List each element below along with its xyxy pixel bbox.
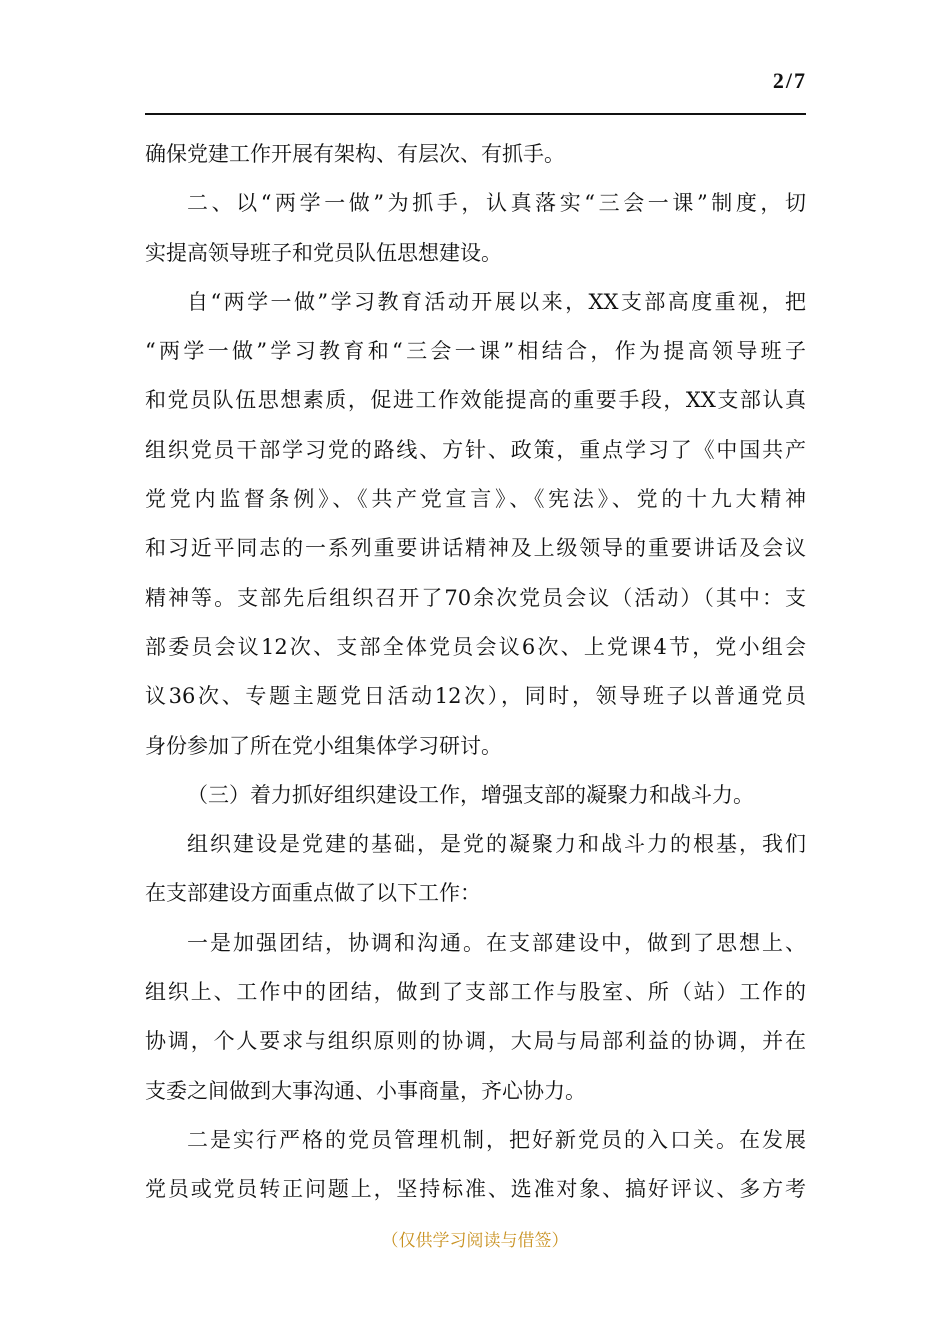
text-line: 和党员队伍思想素质，促进工作效能提高的重要手段，XX支部认真 xyxy=(145,388,806,413)
text-line: 自“两学一做”学习教育活动开展以来，XX支部高度重视，把 xyxy=(187,289,806,314)
text-line: 组织上、工作中的团结，做到了支部工作与股室、所（站）工作的 xyxy=(145,980,806,1005)
text-line: 议36次、专题主题党日活动12次），同时，领导班子以普通党员 xyxy=(145,684,806,709)
text-line: 精神等。支部先后组织召开了70余次党员会议（活动）（其中：支 xyxy=(145,585,806,610)
document-body xyxy=(145,130,806,1215)
text-line: “两学一做”学习教育和“三会一课”相结合，作为提高领导班子 xyxy=(145,339,806,364)
text-line: 和习近平同志的一系列重要讲话精神及上级领导的重要讲话及会议 xyxy=(145,536,806,561)
text-line: 部委员会议12次、支部全体党员会议6次、上党课4节，党小组会 xyxy=(145,634,806,659)
footer-note: （仅供学习阅读与借签） xyxy=(381,1231,569,1251)
text-line: 一是加强团结，协调和沟通。在支部建设中，做到了思想上、 xyxy=(187,930,806,955)
header-divider xyxy=(145,113,806,115)
text-line: 支委之间做到大事沟通、小事商量，齐心协力。 xyxy=(145,1078,586,1103)
text-line: 确保党建工作开展有架构、有层次、有抓手。 xyxy=(145,142,565,166)
text-line: 在支部建设方面重点做了以下工作： xyxy=(145,881,481,906)
text-line: 党党内监督条例》、《共产党宣言》、《宪法》、党的十九大精神 xyxy=(145,487,806,512)
page-number: 2/7 xyxy=(772,68,807,93)
text-line: 协调，个人要求与组织原则的协调，大局与局部利益的协调，并在 xyxy=(145,1029,806,1054)
text-line: 党员或党员转正问题上，坚持标准、选准对象、搞好评议、多方考 xyxy=(145,1177,806,1202)
text-line: （三）着力抓好组织建设工作，增强支部的凝聚力和战斗力。 xyxy=(187,782,754,807)
text-line: 身份参加了所在党小组集体学习研讨。 xyxy=(145,733,502,758)
text-line: 组织建设是党建的基础，是党的凝聚力和战斗力的根基，我们 xyxy=(187,832,806,857)
text-line: 实提高领导班子和党员队伍思想建设。 xyxy=(145,240,502,265)
text-line: 组织党员干部学习党的路线、方针、政策，重点学习了《中国共产 xyxy=(145,437,806,462)
text-line: 二、以“两学一做”为抓手，认真落实“三会一课”制度，切 xyxy=(187,191,806,216)
text-line: 二是实行严格的党员管理机制，把好新党员的入口关。在发展 xyxy=(187,1127,806,1152)
